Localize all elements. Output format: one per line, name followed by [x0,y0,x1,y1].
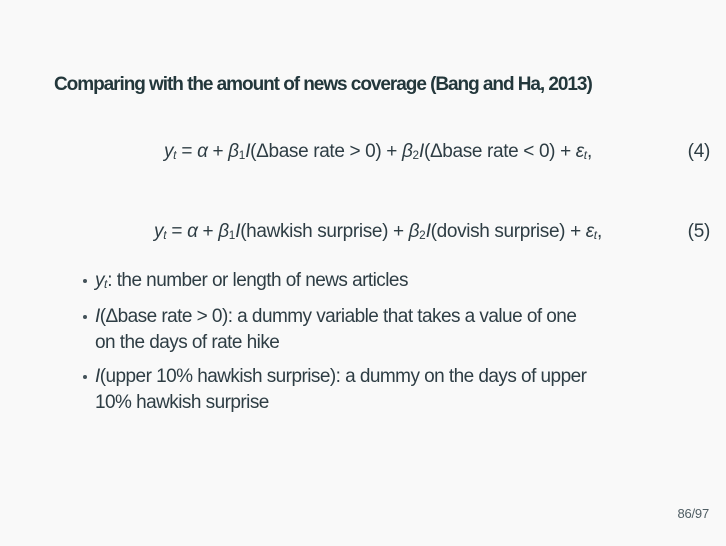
bullet-dot-icon [83,315,87,319]
bullet-text-yt: yt: the number or length of news articles [95,270,408,292]
bullet-list [82,268,678,424]
bullet-item-yt [82,268,678,296]
slide-title: Comparing with the amount of news coverage (Bang and Ha, 2013) [54,74,592,95]
equation-5-number: (5) [687,221,710,242]
bullet-text-base-rate-dummy: I(Δbase rate > 0): a dummy variable that takes a value of one on the days of rate hike [95,306,577,353]
equation-5: yt = α + β1I(hawkish surprise) + β2I(dovish surprise) + εt, [154,221,602,243]
bullet-item-base-rate-dummy [82,304,678,356]
equation-4: yt = α + β1I(Δbase rate > 0) + β2I(Δbase rate < 0) + εt, [164,141,592,163]
bullet-dot-icon [83,279,87,283]
page-number: 86/97 [677,506,709,521]
bullet-dot-icon [83,375,87,379]
bullet-text-hawkish-dummy: I(upper 10% hawkish surprise): a dummy on the days of upper 10% hawkish surprise [95,366,587,413]
bullet-item-hawkish-dummy [82,364,678,416]
equation-4-number: (4) [687,141,710,162]
equation-4-row [0,139,726,165]
equation-5-row [0,219,726,245]
